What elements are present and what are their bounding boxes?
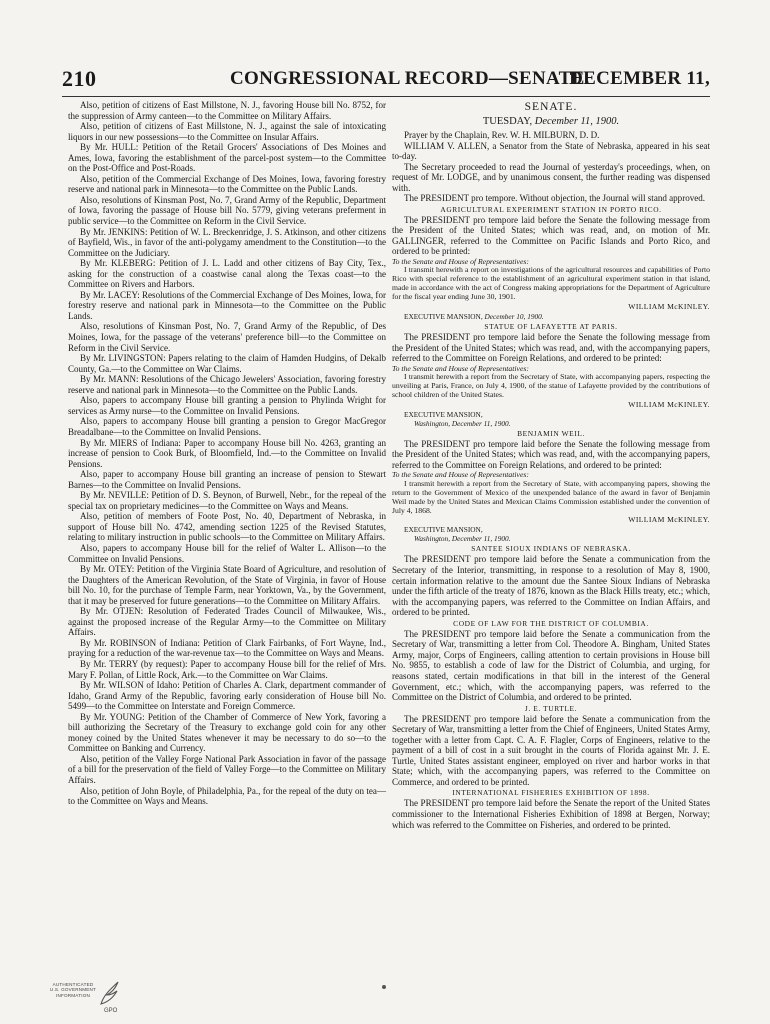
logo-line: AUTHENTICATED [52,982,94,987]
place-date: December 10, 1900. [484,312,544,322]
section-title: SENATE. [524,101,578,113]
message-text: I transmit herewith a report on investigations of the agricultural resources and capabilities of Porto Rico with special reference to the establishment of an agricultural experiment station in that island, made in accordance with the act of Congress making appropriations for the Department of Agriculture for the fiscal year ending June 30, 1901. [392,265,710,302]
logo-text [46,982,100,998]
paragraph: The PRESIDENT pro tempore laid before the Senate the report of the United States commissioner to the International Fisheries Exhibition of 1898 at Bergen, Norway; which was referred to the Committee on Fisheries, and ordered to be printed. [392,798,710,830]
salutation: To the Senate and House of Representatives: [392,363,529,373]
header-rule [62,96,710,97]
running-title: CONGRESSIONAL RECORD—SENATE. [230,68,590,89]
paragraph: The PRESIDENT pro tempore laid before the Senate a communication from the Secretary of War, transmitting a letter from Col. Theodore A. Bingham, United States Army, major, Corps of Engineers, calling attention to certain provisions in House bill No. 9855, to establish a code of law for the District of Columbia, and urging, for reasons stated, certain modifications in that bill in the interest of the General Government, etc.; which, with the accompanying papers, was referred to the Committee on the District of Columbia, and ordered to be printed. [392,628,710,703]
place: EXECUTIVE MANSION, [404,409,483,419]
paragraph: By Mr. NEVILLE: Petition of D. S. Beynon, of Burwell, Nebr., for the repeal of the special tax on proprietary medicines—to the Committee on Ways and Means. [68,490,386,511]
place-date: Washington, December 11, 1900. [414,534,511,544]
section-date [392,115,710,128]
message-intro: The PRESIDENT pro tempore laid before the Senate the following message from the President of the United States; which was read, and, with the accompanying papers, referred to the Committee on Foreign Relations, and ordered to be printed: [392,332,710,364]
paragraph: By Mr. OTJEN: Resolution of Federated Trades Council of Milwaukee, Wis., against the proposed increase of the Regular Army—to the Committee on Military Affairs. [68,606,386,638]
subheading: J. E. TURTLE. [524,703,578,713]
paragraph: Also, papers to accompany House bill granting a pension to Gregor MacGregor Breadalbane—to the Committee on Invalid Pensions. [68,416,386,437]
place: EXECUTIVE MANSION, [404,312,483,322]
paragraph: The PRESIDENT pro tempore laid before the Senate a communication from the Secretary of the Interior, transmitting, in response to a resolution of May 8, 1900, certain information relative to the amount due the Santee Sioux Indians of Nebraska under the fifth article of the treaty of 1876, known as the Black Hills treaty, etc.; which, with the accompanying papers, was referred to the Committee on Indian Affairs, and ordered to be printed. [392,554,710,618]
subheading: INTERNATIONAL FISHERIES EXHIBITION OF 1898. [452,788,650,798]
approved-paragraph: The PRESIDENT pro tempore. Without objection, the Journal will stand approved. [404,193,706,204]
page-number: 210 [62,66,97,91]
section-date-text: December 11, 1900. [534,116,620,127]
paragraph: By Mr. WILSON of Idaho: Petition of Charles A. Clark, department commander of Idaho, Grand Army of the Republic, favoring early consideration of House bill No. 5499—to the Committee on Interstate and Foreign Commerce. [68,680,386,712]
paragraph: By Mr. JENKINS: Petition of W. L. Breckenridge, J. S. Atkinson, and other citizens of Bayfield, Wis., in favor of the anti-polygamy amendment to the Constitution—to the Committee on the Judiciary. [68,226,386,258]
prayer-paragraph: Prayer by the Chaplain, Rev. W. H. MILBURN, D. D. [404,130,600,140]
subheading: BENJAMIN WEIL. [517,428,585,438]
subheading: AGRICULTURAL EXPERIMENT STATION IN PORTO RICO. [440,204,662,214]
left-column [68,100,386,807]
paragraph: Also, petition of citizens of East Millstone, N. J., favoring House bill No. 8752, for the suppression of Army canteen—to the Committee on Military Affairs. [68,100,386,121]
paragraph: Also, petition of the Valley Forge National Park Association in favor of the passage of a bill for the preservation of the field of Valley Forge—to the Committee on Military Affairs. [68,753,386,785]
paragraph: By Mr. YOUNG: Petition of the Chamber of Commerce of New York, favoring a bill authorizing the Secretary of the Treasury to exchange gold coin for any other money coined by the United States whenever it may be necessary to do so—to the Committee on Banking and Currency. [68,711,386,754]
paragraph: By Mr. LIVINGSTON: Papers relating to the claim of Hamden Hudgins, of Dekalb County, Ga.—to the Committee on War Claims. [68,353,386,374]
signature: WILLIAM McKINLEY. [628,302,710,312]
paragraph: Also, resolutions of Kinsman Post, No. 7, Grand Army of the Republic, of Des Moines, Iowa, for the passage of the veterans' preference bill—to the Committee on Reform in the Civil Service. [68,321,386,353]
logo-mark: GPO [104,1008,118,1014]
message-text: I transmit herewith a report from the Secretary of State, with accompanying papers, respecting the unveiling at Paris, France, on July 4, 1900, of the statue of Lafayette provided by the contributions of school children of the United States. [392,372,710,399]
paragraph: By Mr. TERRY (by request): Paper to accompany House bill for the relief of Mrs. Mary F. Pollan, of Little Rock, Ark.—to the Committee on War Claims. [68,658,386,680]
right-column [392,100,710,830]
subheading: SANTEE SIOUX INDIANS OF NEBRASKA. [471,544,631,554]
paragraph: The PRESIDENT pro tempore laid before the Senate a communication from the Secretary of War, transmitting a letter from the Chief of Engineers, United States Army, together with a letter from Capt. C. A. F. Flagler, Corps of Engineers, relative to the payment of a bill of cost in a suit brought in the courts of Florida against Mr. J. E. Turtle, United States assistant engineer, employed on river and harbor works in that State; which, with the accompanying papers, was referred to the Committee on Commerce, and ordered to be printed. [392,713,710,787]
section-day: TUESDAY, [482,116,533,127]
page-mark [382,985,386,989]
paragraph: Also, petition of the Commercial Exchange of Des Moines, Iowa, favoring forestry reserve and national park in Minnesota—to the Committee on the Public Lands. [68,173,386,195]
place-date: Washington, December 11, 1900. [414,418,511,428]
signature: WILLIAM McKINLEY. [628,399,710,409]
subheading: STATUE OF LAFAYETTE AT PARIS. [484,322,618,332]
paragraph: Also, petition of members of Foote Post, No. 40, Department of Nebraska, in support of House bill No. 4742, amending section 1225 of the Revised Statutes, relating to military instruction in public schools—to the Committee on Military Affairs. [68,511,386,543]
page-header [62,66,710,94]
paragraph: By Mr. MIERS of Indiana: Paper to accompany House bill No. 4263, granting an increase of pension to Cook Burk, of Bloomfield, Ind.—to the Committee on Invalid Pensions. [68,437,386,469]
paragraph: Also, petition of John Boyle, of Philadelphia, Pa., for the repeal of the duty on tea—to the Committee on Ways and Means. [68,785,386,807]
paragraph: By Mr. ROBINSON of Indiana: Petition of Clark Fairbanks, of Fort Wayne, Ind., praying for a reduction of the war-revenue tax—to the Committee on Ways and Means. [68,637,386,659]
attendance-paragraph: WILLIAM V. ALLEN, a Senator from the State of Nebraska, appeared in his seat to-day. [392,140,710,162]
paragraph: By Mr. MANN: Resolutions of the Chicago Jewelers' Association, favoring forestry reserve and national park in Minnesota—to the Committee on the Public Lands. [68,374,386,395]
paragraph: By Mr. LACEY: Resolutions of the Commercial Exchange of Des Moines, Iowa, for forestry reserve and national park in Minnesota—to the Committee on the Public Lands. [68,289,386,321]
salutation: To the Senate and House of Representatives: [392,470,529,480]
place: EXECUTIVE MANSION, [404,525,483,535]
place-line [392,410,710,428]
place-line [392,525,710,543]
message-text: I transmit herewith a report from the Secretary of State, with accompanying papers, showing the return to the Government of Mexico of the unexpended balance of the award in favor of Benjamin Weil made by the United States and Mexican Claims Commission established under the convention of July 4, 1868. [392,478,710,515]
eagle-icon [98,980,120,1008]
paragraph: Also, papers to accompany House bill for the relief of Walter L. Allison—to the Committee on Invalid Pensions. [68,542,386,564]
paragraph: By Mr. HULL: Petition of the Retail Grocers' Associations of Des Moines and Ames, Iowa, favoring the establishment of the parcel-post system—to the Committee on the Post-Office and Post-Roads. [68,142,386,174]
gpo-authentication-logo [46,978,126,1018]
paragraph: Also, resolutions of Kinsman Post, No. 7, Grand Army of the Republic, Department of Iowa, favoring the passage of House bill No. 5779, giving veterans preferment in public service—to the Committee on Reform in the Civil Service. [68,194,386,227]
signature: WILLIAM McKINLEY. [628,515,710,525]
journal-paragraph: The Secretary proceeded to read the Journal of yesterday's proceedings, when, on request of Mr. LODGE, and by unanimous consent, the further reading was dispensed with. [392,161,710,193]
message-intro: The PRESIDENT pro tempore laid before the Senate the following message from the President of the United States; which was read, and, with the accompanying papers, referred to the Committee on Foreign Relations, and ordered to be printed: [392,438,710,470]
salutation: To the Senate and House of Representatives: [392,257,529,267]
header-date: DECEMBER 11, [569,68,710,89]
paragraph: By Mr. OTEY: Petition of the Virginia State Board of Agriculture, and resolution of the Daughters of the American Revolution, of the State of Virginia, in favor of House bill No. 10, for the purchase of Temple Farm, near Yorktown, Va., by the Government, that it may be preserved for future generations—to the Committee on Military Affairs. [68,564,386,606]
paragraph: By Mr. KLEBERG: Petition of J. L. Ladd and other citizens of Bay City, Tex., asking for the construction of a coastwise canal along the Texas coast—to the Committee on Rivers and Harbors. [68,258,386,290]
paragraph: Also, petition of citizens of East Millstone, N. J., against the sale of intoxicating liquors in our new possessions—to the Committee on Insular Affairs. [68,121,386,142]
logo-line: U.S. GOVERNMENT [49,987,97,993]
place-line [392,312,710,321]
logo-line: INFORMATION [55,992,90,998]
paragraph: Also, papers to accompany House bill granting a pension to Phylinda Wright for services as Army nurse—to the Committee on Invalid Pensions. [68,395,386,416]
message-intro: The PRESIDENT pro tempore laid before the Senate the following message from the President of the United States; which was read, and, on motion of Mr. GALLINGER, referred to the Committee on Pacific Islands and Porto Rico, and ordered to be printed: [392,214,710,257]
subheading: CODE OF LAW FOR THE DISTRICT OF COLUMBIA. [453,618,649,628]
paragraph: Also, paper to accompany House bill granting an increase of pension to Stewart Barnes—to the Committee on Invalid Pensions. [68,469,386,490]
